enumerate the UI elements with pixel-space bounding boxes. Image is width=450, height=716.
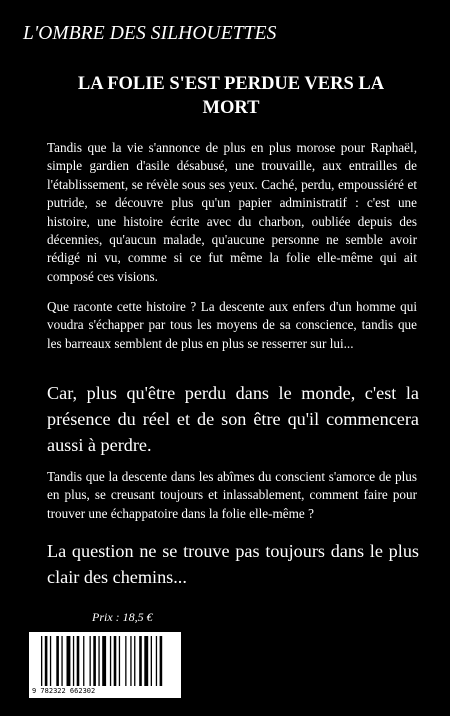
isbn-barcode: [29, 632, 181, 698]
price-label: Prix : 18,5 €: [92, 610, 153, 624]
synopsis-paragraph-1: Tandis que la vie s'annonce de plus en plus morose pour Raphaël, simple gardien d'asile désabusé, une trouvaille, aux entrailles de l'établissement, se révèle sous ses yeux. Caché, perdu, empoussiéré et putride, se découvre plus qu'un papier administratif : c'est une histoire, une histoire écrite avec du charbon, oubliée depuis des décennies, qu'aucun malade, qu'aucune personne ne semble avoir rédigé ni vu, comme si ce fut même la folie elle-même qui ait composé ces visions.: [47, 140, 417, 284]
barcode-bar: [130, 636, 131, 686]
barcode-bar: [56, 636, 59, 686]
barcode-bar: [50, 636, 51, 686]
barcode-bar: [134, 636, 135, 686]
barcode-bar: [67, 636, 71, 686]
highlight-quote-1: Car, plus qu'être perdu dans le monde, c'est la présence du réel et de son être qu'il commencera aussi à perdre.: [47, 383, 419, 455]
barcode-bar: [73, 636, 74, 686]
barcode-bar: [77, 636, 80, 686]
barcode-bar: [160, 636, 163, 686]
barcode-bar: [110, 636, 111, 686]
barcode-bar: [90, 636, 91, 686]
barcode-bar: [144, 636, 148, 686]
barcode-bar: [41, 636, 42, 686]
book-title-line-1: LA FOLIE S'EST PERDUE VERS LA: [77, 74, 385, 94]
barcode-bar: [98, 636, 99, 686]
barcode-bar: [156, 636, 157, 686]
barcode-bar: [139, 636, 142, 686]
barcode-bar: [83, 636, 84, 686]
barcode-bar: [119, 636, 120, 686]
synopsis-paragraph-3: Tandis que la descente dans les abîmes du conscient s'amorce de plus en plus, se creusant toujours et inlassablement, comment faire pour trouver une échappatoire dans la folie elle-même ?: [47, 469, 417, 521]
book-title: [50, 72, 412, 120]
barcode-digits: 9 782322 662302: [32, 687, 96, 695]
series-title: L'OMBRE DES SILHOUETTES: [23, 23, 277, 44]
highlight-quote-2: La question ne se trouve pas toujours dans le plus clair des chemins...: [47, 541, 419, 587]
synopsis-paragraph-2: Que raconte cette histoire ? La descente aux enfers d'un homme qui voudra s'échapper par tous les moyens de sa conscience, tandis que les barreaux semblent de plus en plus se resserrer sur lui...: [47, 299, 417, 351]
barcode-bar: [102, 636, 106, 686]
barcode-bar: [125, 636, 126, 686]
barcode-bar: [93, 636, 96, 686]
barcode-bar: [45, 636, 48, 686]
barcode-bar: [151, 636, 152, 686]
barcode-bar: [61, 636, 62, 686]
barcode-bar: [114, 636, 117, 686]
book-title-line-2: MORT: [202, 98, 260, 118]
